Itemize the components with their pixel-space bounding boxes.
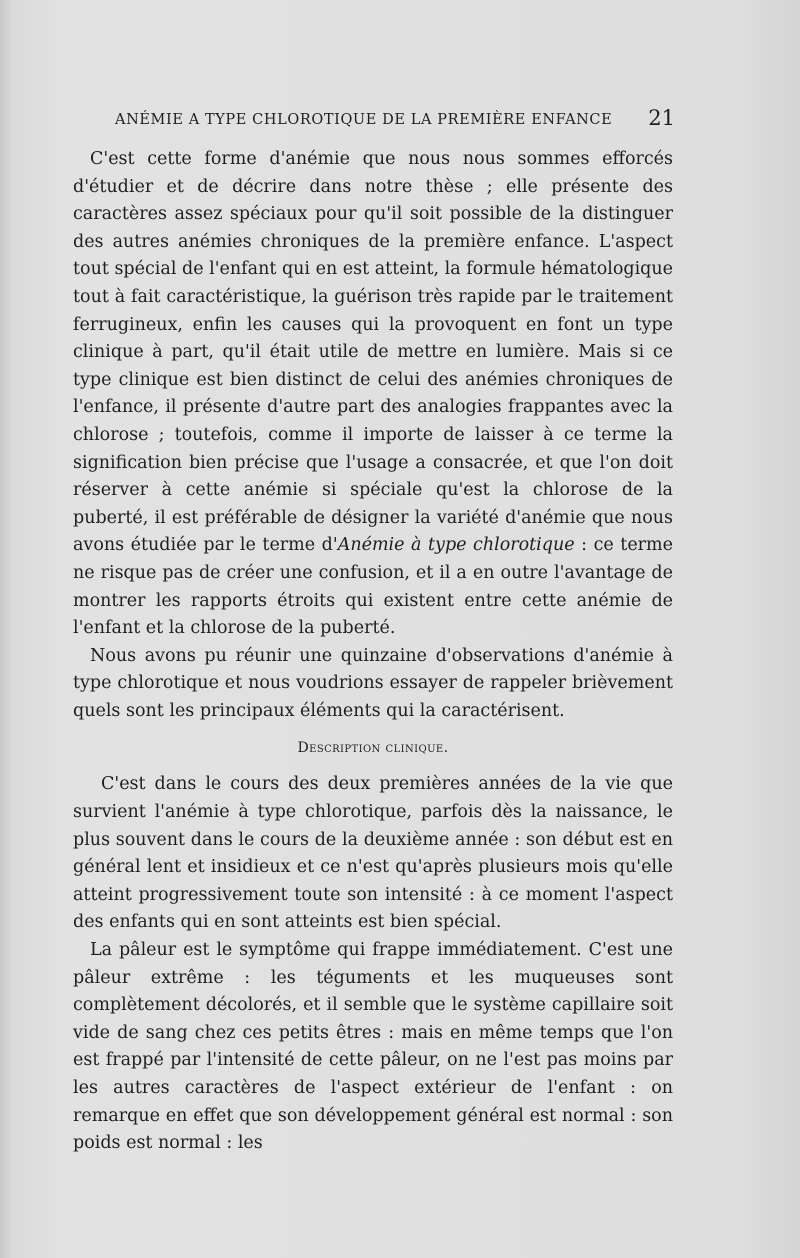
- paragraph: [73, 146, 673, 643]
- page-number: 21: [648, 106, 675, 130]
- body-text: [73, 146, 673, 1158]
- paragraph-text: : ce terme ne risque pas de créer une confusion, et il a en outre l'avantage de montrer les rapports étroits qui existent entre cette anémie de l'enfant et la chlorose de la puberté.: [73, 535, 674, 639]
- running-title: ANÉMIE A TYPE CHLOROTIQUE DE LA PREMIÈRE ENFANCE: [115, 112, 613, 128]
- paragraph: Nous avons pu réunir une quinzaine d'observations d'anémie à type chlorotique et nous voudrions essayer de rappeler brièvement quels sont les principaux éléments qui la caractérisent.: [73, 645, 673, 721]
- italic-term: Anémie à type chlorotique: [337, 535, 575, 556]
- section-heading: Description clinique.: [297, 740, 449, 757]
- paragraph-text: C'est cette forme d'anémie que nous nous sommes efforcés d'étudier et de décrire dans notre thèse ; elle présente des caractères assez spéciaux pour qu'il soit possible de la distinguer des autres anémies chroniques de la première enfance. L'aspect tout spécial de l'enfant qui en est atteint, la formule hématologique tout à fait caractéristique, la guérison très rapide par le traitement ferrugineux, enfin les causes qui la provoquent en font un type clinique à part, qu'il était utile de mettre en lumière. Mais si ce type clinique est bien distinct de celui des anémies chroniques de l'enfance, il présente d'autre part des analogies frappantes avec la chlorose ; toutefois, comme il importe de laisser à ce terme la signification bien précise que l'usage a consacrée, et que l'on doit réserver à cette anémie si spéciale qu'est la chlorose de la puberté, il est préférable de désigner la variété d'anémie que nous avons étudiée par le terme d': [73, 149, 673, 556]
- paragraph: C'est dans le cours des deux premières années de la vie que survient l'anémie à type chlorotique, parfois dès la naissance, le plus souvent dans le cours de la deuxième année : son début est en général lent et insidieux et ce n'est qu'après plusieurs mois qu'elle atteint progressivement toute son intensité : à ce moment l'aspect des enfants qui en sont atteints est bien spécial.: [73, 774, 673, 933]
- paragraph: La pâleur est le symptôme qui frappe immédiatement. C'est une pâleur extrême : les téguments et les muqueuses sont complètement décolorés, et il semble que le système capillaire soit vide de sang chez ces petits êtres : mais en même temps que l'on est frappé par l'intensité de cette pâleur, on ne l'est pas moins par les autres caractères de l'aspect extérieur de l'enfant : on remarque en effet que son développement général est normal : son poids est normal : les: [73, 940, 673, 1154]
- running-head: [115, 106, 675, 134]
